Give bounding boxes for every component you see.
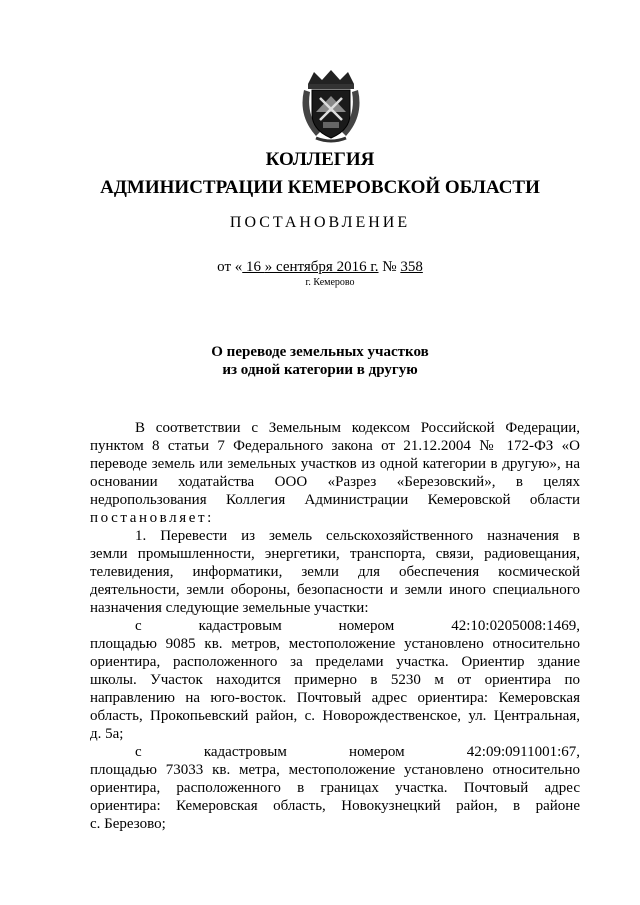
act-type: ПОСТАНОВЛЕНИЕ	[229, 214, 411, 231]
subject-line2: из одной категории в другую	[222, 362, 418, 378]
body-line: деятельности, земли обороны, безопасности и земли иного специального	[90, 582, 580, 598]
date-prefix: от «	[217, 259, 243, 275]
body-line: основании ходатайства ООО «Разрез «Березовский», в целях	[90, 474, 580, 490]
body-line: ориентира, расположенного за пределами участка. Ориентир здание	[90, 654, 580, 670]
number-prefix: №	[378, 259, 401, 275]
body-line: телевидения, информатики, земли для обеспечения космической	[90, 564, 580, 580]
document-number: 358	[400, 259, 423, 275]
body-line: В соответствии с Земельным кодексом Российской Федерации,	[135, 420, 580, 436]
body-line: школы. Участок находится примерно в 5230 м от ориентира по	[90, 672, 580, 688]
body-line: земли промышленности, энергетики, транспорта, связи, радиовещания,	[90, 546, 580, 562]
body-line: ориентира: Кемеровская область, Новокузнецкий район, в районе	[90, 798, 580, 814]
org-name-line1: КОЛЛЕГИЯ	[265, 149, 375, 170]
body-line: с кадастровым номером 42:09:0911001:67,	[135, 744, 580, 760]
body-line: 1. Перевести из земель сельскохозяйственного назначения в	[135, 528, 580, 544]
body-line: постановляет:	[90, 510, 214, 526]
city: г. Кемерово	[305, 277, 355, 288]
body-line: область, Прокопьевский район, с. Новорождественское, ул. Центральная,	[90, 708, 580, 724]
date-month-year: сентября 2016 г.	[276, 259, 379, 275]
org-name-line2: АДМИНИСТРАЦИИ КЕМЕРОВСКОЙ ОБЛАСТИ	[100, 177, 540, 198]
body-line: недропользования Коллегия Администрации Кемеровской области	[90, 492, 580, 508]
subject-line1: О переводе земельных участков	[211, 344, 429, 360]
date-day: 16	[242, 259, 265, 275]
body-line: площадью 9085 кв. метров, местоположение установлено относительно	[90, 636, 580, 652]
body-line: назначения следующие земельные участки:	[90, 600, 369, 616]
coat-of-arms-emblem	[296, 68, 366, 144]
body-line: направлению на юго-восток. Почтовый адрес ориентира: Кемеровская	[90, 690, 580, 706]
body-line: пунктом 8 статьи 7 Федерального закона от 21.12.2004 № 172-ФЗ «О	[90, 438, 580, 454]
body-line: переводе земель или земельных участков из одной категории в другую», на	[90, 456, 580, 472]
body-line: площадью 73033 кв. метра, местоположение установлено относительно	[90, 762, 580, 778]
body-line: с. Березово;	[90, 816, 166, 832]
date-number-line	[0, 259, 640, 276]
body-line: с кадастровым номером 42:10:0205008:1469,	[135, 618, 580, 634]
body-line: ориентира, расположенного в границах участка. Почтовый адрес	[90, 780, 580, 796]
body-line: д. 5а;	[90, 726, 124, 742]
date-mid: »	[264, 259, 276, 275]
